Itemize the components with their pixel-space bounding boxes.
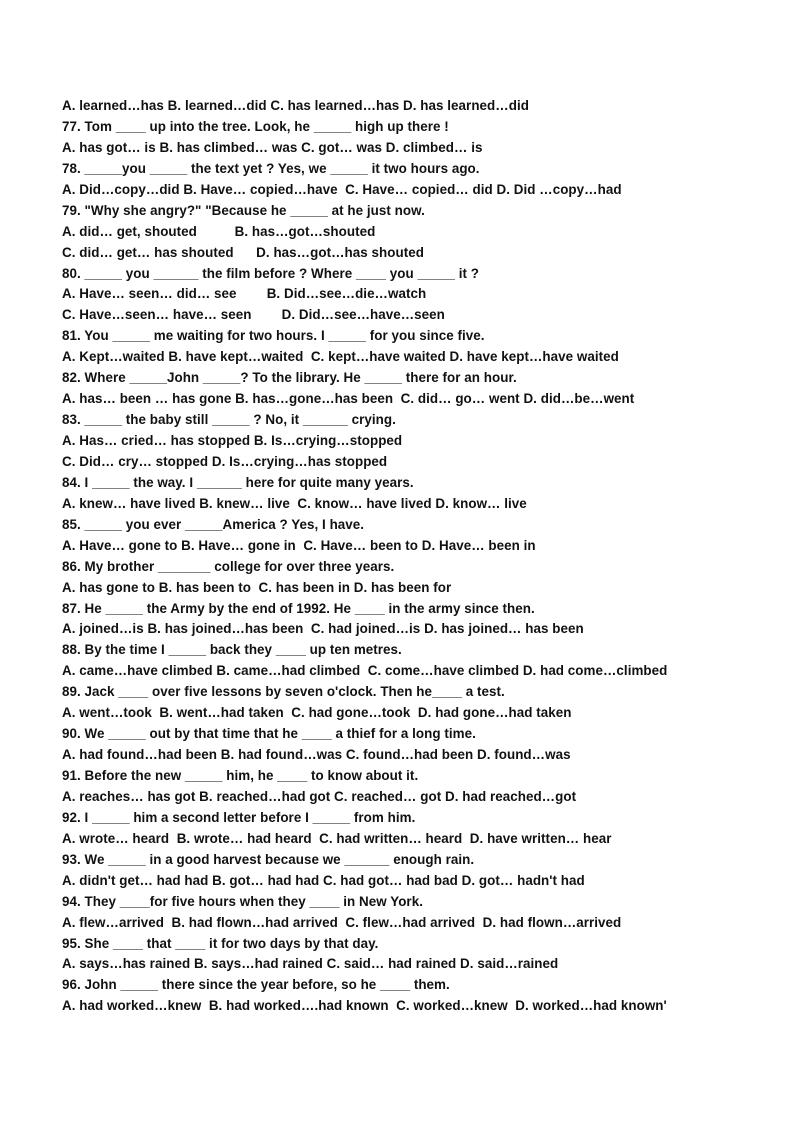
answer-options-81: A. Kept…waited B. have kept…waited C. kept…have waited D. have kept…have waited [62,349,619,365]
question-77: 77. Tom ____ up into the tree. Look, he _____ high up there ! [62,118,449,134]
worksheet-page [62,96,782,1017]
question-85: 85. _____ you ever _____America ? Yes, I have. [62,516,365,532]
question-86: 86. My brother _______ college for over three years. [62,558,395,574]
answer-options-92: A. wrote… heard B. wrote… had heard C. had written… heard D. have written… hear [62,830,612,846]
answer-options-80-ab: A. Have… seen… did… see B. Did…see…die…watch [62,286,427,302]
question-95: 95. She ____ that ____ it for two days by that day. [62,935,379,951]
question-82: 82. Where _____John _____? To the library. He _____ there for an hour. [62,370,517,386]
answer-options-96: A. had worked…knew B. had worked….had known C. worked…knew D. worked…had known' [62,998,667,1014]
question-81: 81. You _____ me waiting for two hours. I _____ for you since five. [62,328,485,344]
answer-options-88: A. came…have climbed B. came…had climbed C. come…have climbed D. had come…climbed [62,663,668,679]
answer-options-84: A. knew… have lived B. knew… live C. know… have lived D. know… live [62,495,527,511]
answer-options-76: A. learned…has B. learned…did C. has learned…has D. has learned…did [62,98,529,113]
answer-options-87: A. joined…is B. has joined…has been C. had joined…is D. has joined… has been [62,621,584,637]
question-93: 93. We _____ in a good harvest because we ______ enough rain. [62,851,475,867]
answer-options-94: A. flew…arrived B. had flown…had arrived C. flew…had arrived D. had flown…arrived [62,914,622,930]
question-92: 92. I _____ him a second letter before I _____ from him. [62,809,416,825]
answer-options-89: A. went…took B. went…had taken C. had gone…took D. had gone…had taken [62,705,572,721]
question-78: 78. _____you _____ the text yet ? Yes, we _____ it two hours ago. [62,160,480,176]
question-91: 91. Before the new _____ him, he ____ to know about it. [62,768,419,783]
answer-options-86: A. has gone to B. has been to C. has been in D. has been for [62,579,452,595]
question-89: 89. Jack ____ over five lessons by seven o'clock. Then he____ a test. [62,684,505,700]
question-80: 80. _____ you ______ the film before ? Where ____ you _____ it ? [62,265,480,281]
answer-options-77: A. has got… is B. has climbed… was C. got… was D. climbed… is [62,139,483,155]
question-90: 90. We _____ out by that time that he ____ a thief for a long time. [62,726,476,742]
answer-options-79-ab: A. did… get, shouted B. has…got…shouted [62,223,376,239]
answer-options-91: A. reaches… has got B. reached…had got C. reached… got D. had reached…got [62,788,577,804]
answer-options-80-cd: C. Have…seen… have… seen D. Did…see…have…seen [62,307,445,323]
question-87: 87. He _____ the Army by the end of 1992. He ____ in the army since then. [62,600,535,616]
question-88: 88. By the time I _____ back they ____ up ten metres. [62,642,402,658]
answer-options-85: A. Have… gone to B. Have… gone in C. Have… been to D. Have… been in [62,537,536,553]
answer-options-90: A. had found…had been B. had found…was C. found…had been D. found…was [62,747,571,763]
answer-options-78: A. Did…copy…did B. Have… copied…have C. Have… copied… did D. Did …copy…had [62,181,622,197]
question-84: 84. I _____ the way. I ______ here for quite many years. [62,474,414,490]
answer-options-93: A. didn't get… had had B. got… had had C. had got… had bad D. got… hadn't had [62,872,585,888]
answer-options-83-ab: A. Has… cried… has stopped B. Is…crying…stopped [62,433,403,448]
answer-options-83-cd: C. Did… cry… stopped D. Is…crying…has stopped [62,453,388,469]
question-94: 94. They ____for five hours when they ____ in New York. [62,893,423,909]
question-96: 96. John _____ there since the year before, so he ____ them. [62,977,450,993]
question-83: 83. _____ the baby still _____ ? No, it ______ crying. [62,412,396,428]
answer-options-95: A. says…has rained B. says…had rained C. said… had rained D. said…rained [62,956,559,972]
question-79: 79. "Why she angry?" "Because he _____ at he just now. [62,202,425,218]
answer-options-82: A. has… been … has gone B. has…gone…has been C. did… go… went D. did…be…went [62,391,635,407]
answer-options-79-cd: C. did… get… has shouted D. has…got…has shouted [62,244,424,260]
